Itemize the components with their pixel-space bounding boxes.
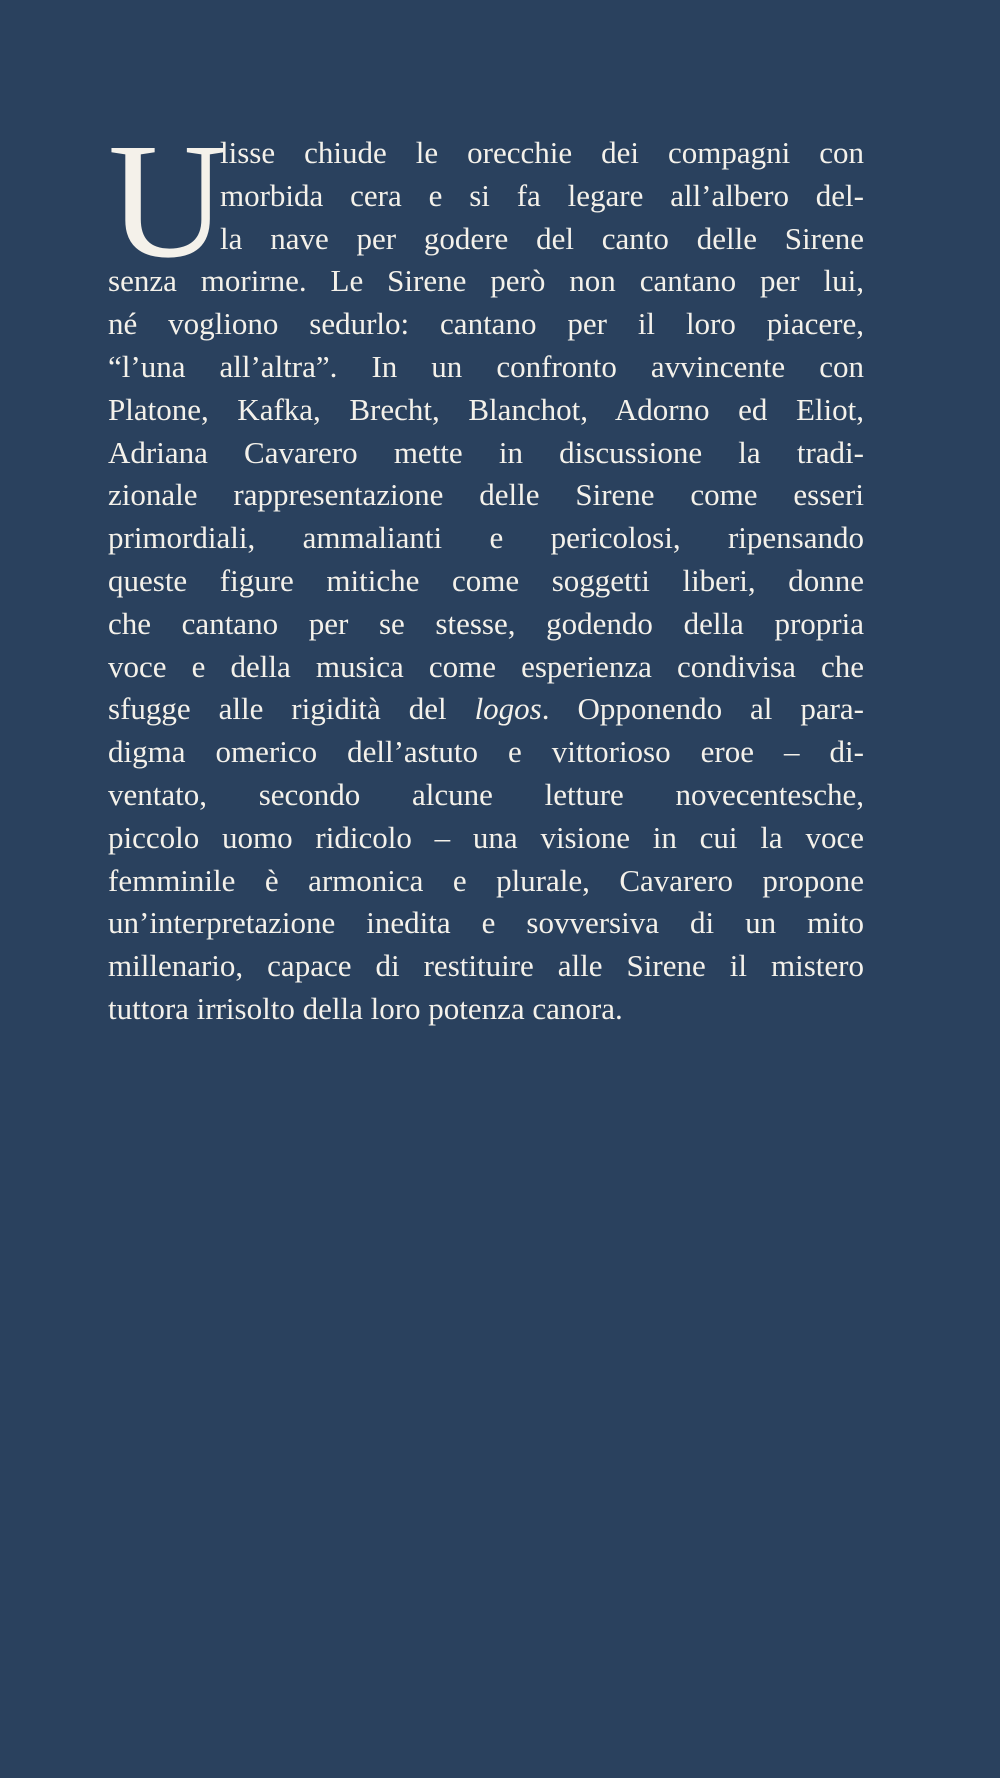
drop-cap: U: [108, 109, 228, 292]
text-line: femminile è armonica e plurale, Cavarero propone: [108, 862, 864, 898]
text-line: Adriana Cavarero mette in discussione la tradi-: [108, 434, 864, 470]
text-line: queste figure mitiche come soggetti liberi, donne: [108, 562, 864, 598]
text-line: piccolo uomo ridicolo – una visione in cui la voce: [108, 819, 864, 855]
text-line: “l’una all’altra”. In un confronto avvincente con: [108, 348, 864, 384]
text-line: tuttora irrisolto della loro potenza canora.: [108, 990, 623, 1026]
italic-term: logos: [474, 691, 542, 727]
text-fragment: . Opponendo al para-: [541, 691, 865, 727]
text-line: senza morirne. Le Sirene però non cantano per lui,: [108, 263, 864, 299]
text-line: né vogliono sedurlo: cantano per il loro piacere,: [108, 306, 864, 342]
text-line: la nave per godere del canto delle Sirene: [220, 220, 864, 256]
text-line: primordiali, ammalianti e pericolosi, ripensando: [108, 520, 864, 556]
text-line: Platone, Kafka, Brecht, Blanchot, Adorno ed Eliot,: [108, 391, 864, 427]
blurb-text: [108, 109, 865, 1031]
text-line: [108, 688, 864, 731]
text-line: voce e della musica come esperienza condivisa che: [108, 648, 864, 684]
text-line: lisse chiude le orecchie dei compagni con: [220, 135, 864, 170]
text-line: millenario, capace di restituire alle Sirene il mistero: [108, 948, 864, 984]
text-line: morbida cera e si fa legare all’albero del-: [220, 177, 864, 213]
text-line: digma omerico dell’astuto e vittorioso eroe – di-: [108, 734, 864, 770]
text-line: un’interpretazione inedita e sovversiva di un mito: [108, 905, 864, 941]
text-fragment: sfugge alle rigidità del: [108, 691, 475, 727]
text-line: che cantano per se stesse, godendo della propria: [108, 605, 864, 641]
text-line: ventato, secondo alcune letture novecentesche,: [108, 776, 864, 812]
text-line: zionale rappresentazione delle Sirene come esseri: [108, 477, 864, 513]
